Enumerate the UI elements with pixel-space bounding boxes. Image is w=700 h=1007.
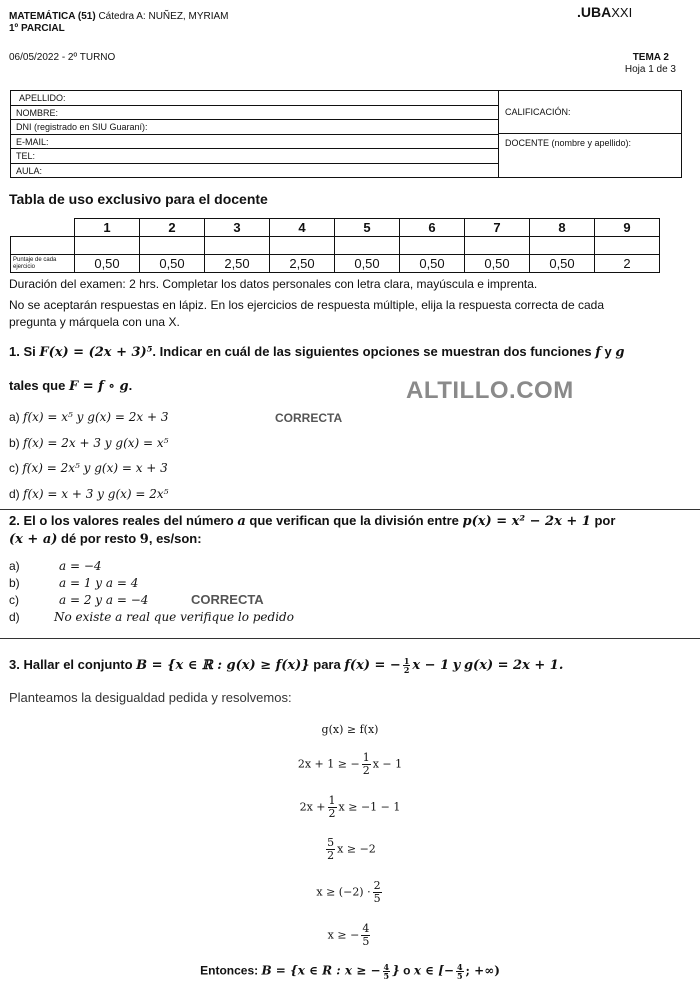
points-cell: 2 xyxy=(595,255,660,273)
q2-text: 2. El o los valores reales del número xyxy=(9,513,234,528)
option-letter: b) xyxy=(9,436,20,450)
frac-den: 5 xyxy=(456,971,463,981)
q1-option-d[interactable] xyxy=(9,487,168,501)
option-math: f(x) = 2x + 3 y g(x) = x⁵ xyxy=(23,436,169,450)
points-row-label: Puntaje de cada ejercicio xyxy=(11,255,75,273)
field-label: TEL: xyxy=(16,151,36,162)
q2-px: p(x) = x² − 2x + 1 xyxy=(462,514,591,529)
q2-option-b[interactable] xyxy=(9,576,139,590)
q2-divisor: (x + a) xyxy=(9,532,58,547)
frac-den: 5 xyxy=(373,892,381,905)
uba-logo xyxy=(577,4,632,20)
score-cell[interactable] xyxy=(270,237,335,255)
q1-option-b[interactable] xyxy=(9,436,168,450)
step-text: x ≥ − xyxy=(327,928,360,942)
option-letter: c) xyxy=(9,461,19,475)
q1-number: 1. Si xyxy=(9,344,36,359)
col-header: 7 xyxy=(465,219,530,237)
option-letter: a) xyxy=(9,559,20,573)
score-table xyxy=(10,218,660,273)
field-label: AULA: xyxy=(16,165,43,176)
frac-den: 2 xyxy=(327,849,335,862)
score-table-title: Tabla de uso exclusivo para el docente xyxy=(9,191,268,207)
q3-statement xyxy=(9,657,563,674)
q2-statement-2 xyxy=(9,531,202,547)
col-header: 4 xyxy=(270,219,335,237)
points-cell: 0,50 xyxy=(140,255,205,273)
q2-text: , es/son: xyxy=(148,531,202,546)
field-calificacion[interactable]: CALIFICACIÓN: xyxy=(499,91,681,134)
points-cell: 0,50 xyxy=(335,255,400,273)
field-label: E-MAIL: xyxy=(16,136,49,147)
empty-corner xyxy=(11,219,75,237)
option-math: a = 1 y a = 4 xyxy=(59,576,139,590)
option-math: f(x) = x + 3 y g(x) = 2x⁵ xyxy=(23,487,169,501)
q3-fx: x − 1 xyxy=(412,658,450,673)
col-header: 8 xyxy=(530,219,595,237)
frac-den: 2 xyxy=(403,665,410,676)
col-header: 5 xyxy=(335,219,400,237)
q3-step-1: g(x) ≥ f(x) xyxy=(321,723,379,736)
divider xyxy=(0,638,700,639)
col-header: 1 xyxy=(75,219,140,237)
logo-sub: XXI xyxy=(611,5,633,20)
conclusion-math: x ∈ [− xyxy=(413,963,454,978)
points-row xyxy=(11,255,660,273)
q3-step-2 xyxy=(0,752,700,777)
q2-text: por xyxy=(594,513,616,528)
frac-den: 5 xyxy=(383,971,390,981)
option-math: f(x) = 2x⁵ y g(x) = x + 3 xyxy=(22,461,168,475)
frac-num: 1 xyxy=(362,751,370,764)
step-text: x ≥ −1 − 1 xyxy=(338,800,401,814)
watermark: ALTILLO.COM xyxy=(406,377,574,404)
q3-step-5 xyxy=(0,880,700,905)
step-text: x − 1 xyxy=(372,757,403,771)
score-header-row xyxy=(11,219,660,237)
q1-composition: F = f ∘ g xyxy=(68,379,129,394)
q3-step-3 xyxy=(0,795,700,820)
q1-g: g xyxy=(615,345,625,360)
score-cell[interactable] xyxy=(465,237,530,255)
course-header xyxy=(9,11,228,22)
score-cell[interactable] xyxy=(530,237,595,255)
score-cell[interactable] xyxy=(400,237,465,255)
q1-correct-label: CORRECTA xyxy=(275,411,343,425)
frac-den: 5 xyxy=(362,935,370,948)
q1-statement xyxy=(9,344,624,360)
field-label: APELLIDO: xyxy=(19,93,66,103)
option-letter: d) xyxy=(9,610,20,624)
option-math: No existe a real que verifique lo pedido xyxy=(54,610,294,624)
page-number: Hoja 1 de 3 xyxy=(624,64,676,75)
frac-den: 2 xyxy=(362,764,370,777)
field-email[interactable] xyxy=(11,135,498,150)
q2-statement xyxy=(9,513,615,529)
score-input-row xyxy=(11,237,660,255)
frac-num: 4 xyxy=(383,962,390,972)
step-text: x ≥ (−2) · xyxy=(316,885,371,899)
field-aula[interactable] xyxy=(11,164,498,179)
frac-den: 2 xyxy=(328,807,336,820)
q2-a: a xyxy=(237,514,246,529)
score-cell[interactable] xyxy=(595,237,660,255)
conclusion-math: } xyxy=(392,963,400,978)
frac-num: 2 xyxy=(373,879,381,892)
field-nombre[interactable] xyxy=(11,106,498,121)
field-apellido[interactable] xyxy=(11,91,498,106)
option-letter: d) xyxy=(9,487,20,501)
instructions-line2a: No se aceptarán respuestas en lápiz. En los ejercicios de respuesta múltiple, elija la respuesta correcta de cada xyxy=(9,298,604,312)
q1-option-c[interactable] xyxy=(9,461,168,475)
q2-text: dé por resto xyxy=(61,531,137,546)
exam-name: 1º PARCIAL xyxy=(9,23,65,34)
col-header: 6 xyxy=(400,219,465,237)
option-letter: b) xyxy=(9,576,20,590)
points-cell: 0,50 xyxy=(75,255,140,273)
score-cell[interactable] xyxy=(140,237,205,255)
option-letter: c) xyxy=(9,593,19,607)
step-text: x ≥ −2 xyxy=(337,842,376,856)
personal-fields xyxy=(11,91,499,177)
frac-num: 4 xyxy=(456,962,463,972)
q3-text: 3. Hallar el conjunto xyxy=(9,657,133,672)
frac-num: 4 xyxy=(362,922,370,935)
points-cell: 0,50 xyxy=(465,255,530,273)
empty-cell xyxy=(11,237,75,255)
option-math: a = −4 xyxy=(59,559,102,573)
q3-setB: B = {x ∈ ℝ : g(x) ≥ f(x)} xyxy=(136,658,310,673)
col-header: 9 xyxy=(595,219,660,237)
col-header: 3 xyxy=(205,219,270,237)
option-math: f(x) = x⁵ y g(x) = 2x + 3 xyxy=(23,410,169,424)
conclusion-text: Entonces: xyxy=(200,963,259,978)
option-math: a = 2 y a = −4 xyxy=(59,593,149,607)
frac-num: 1 xyxy=(403,656,410,667)
q2-option-d[interactable] xyxy=(9,610,294,624)
conclusion-math: B = {x ∈ R : x ≥ − xyxy=(261,963,381,978)
date-turn: 06/05/2022 - 2º TURNO xyxy=(9,52,116,63)
q1-y: y xyxy=(604,344,612,359)
field-label: NOMBRE: xyxy=(16,107,59,118)
logo-main: .UBA xyxy=(577,4,612,20)
personal-data-box xyxy=(10,90,682,178)
q3-fx: f(x) = − xyxy=(344,658,401,673)
q3-step-6 xyxy=(0,923,700,948)
q2-option-c[interactable] xyxy=(9,593,149,607)
q3-step-4 xyxy=(0,837,700,862)
q3-gx: g(x) = 2x + 1. xyxy=(463,658,564,673)
instructions-line2b: pregunta y márquela con una X. xyxy=(9,315,180,329)
divider xyxy=(0,509,700,510)
q3-text: para xyxy=(313,657,341,672)
q2-correct-label: CORRECTA xyxy=(191,592,264,607)
q3-y: y xyxy=(452,658,461,673)
q3-conclusion xyxy=(0,963,700,980)
score-cell[interactable] xyxy=(335,237,400,255)
step-text: 2x + 1 ≥ − xyxy=(297,757,360,771)
q2-option-a[interactable] xyxy=(9,559,102,573)
step-text: 2x + xyxy=(299,800,326,814)
q2-nine: 9 xyxy=(139,532,149,547)
grading-fields xyxy=(499,91,681,177)
col-header: 2 xyxy=(140,219,205,237)
instructions-line1: Duración del examen: 2 hrs. Completar los datos personales con letra clara, mayúscula e imprenta. xyxy=(9,277,538,291)
tema: TEMA 2 xyxy=(632,52,669,63)
conclusion-text: o xyxy=(403,963,411,978)
q2-text: que verifican que la división entre xyxy=(249,513,459,528)
conclusion-math: ; +∞) xyxy=(465,963,500,978)
field-dni[interactable] xyxy=(11,120,498,135)
points-cell: 2,50 xyxy=(270,255,335,273)
score-cell[interactable] xyxy=(205,237,270,255)
q3-intro: Planteamos la desigualdad pedida y resolvemos: xyxy=(9,690,292,705)
field-label: DNI (registrado en SIU Guaraní): xyxy=(16,122,148,133)
points-cell: 2,50 xyxy=(205,255,270,273)
frac-num: 1 xyxy=(328,794,336,807)
chair-name: Cátedra A: NUÑEZ, MYRIAM xyxy=(98,11,229,22)
field-tel[interactable] xyxy=(11,149,498,164)
q1-f: f xyxy=(595,345,601,360)
q1-option-a[interactable] xyxy=(9,410,168,424)
q1-statement-2: tales que F = f ∘ g. xyxy=(9,378,133,394)
score-cell[interactable] xyxy=(75,237,140,255)
frac-num: 5 xyxy=(327,836,335,849)
points-cell: 0,50 xyxy=(400,255,465,273)
course-name: MATEMÁTICA (51) xyxy=(9,11,96,22)
option-letter: a) xyxy=(9,410,20,424)
field-docente[interactable]: DOCENTE (nombre y apellido): xyxy=(505,138,632,148)
points-cell: 0,50 xyxy=(530,255,595,273)
q1-text1: . Indicar en cuál de las siguientes opciones se muestran dos funciones xyxy=(152,344,592,359)
q1-Fx: F(x) = (2x + 3)⁵ xyxy=(39,345,153,360)
q1-text2: tales que xyxy=(9,378,66,393)
